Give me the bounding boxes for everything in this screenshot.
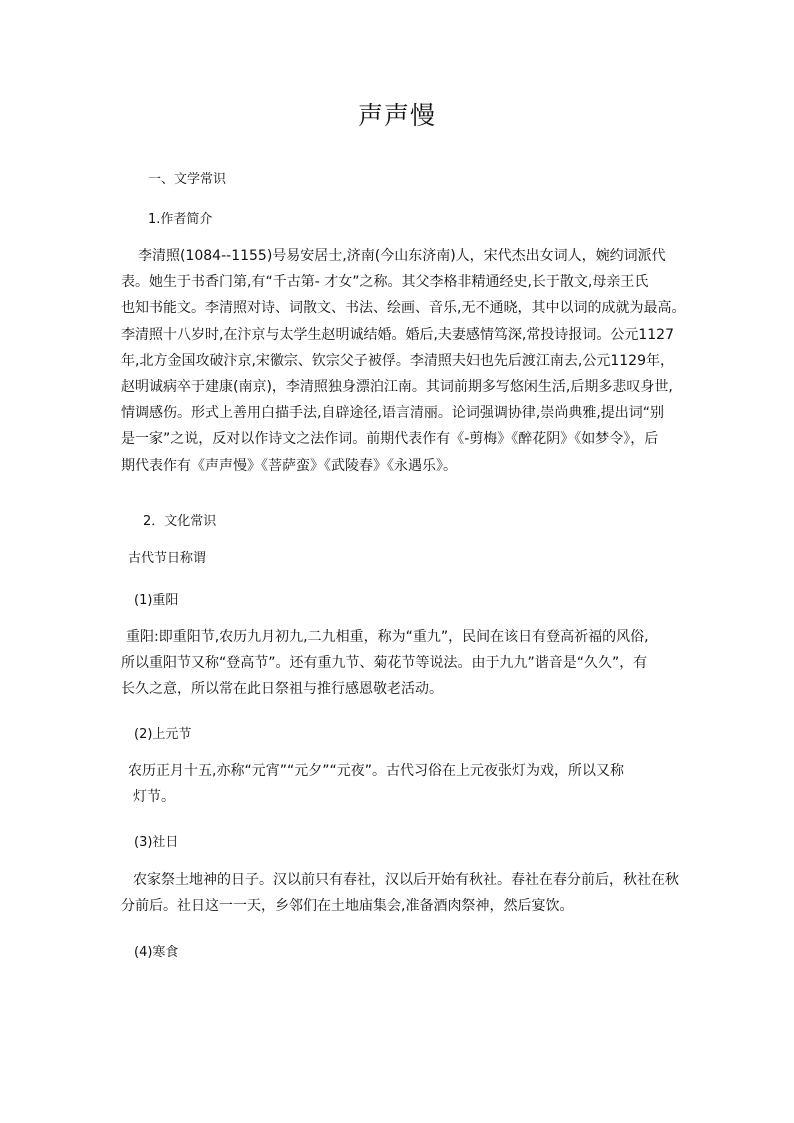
paragraph-line: 期代表作有《声声慢》《菩萨蛮》《武陵春》《永遇乐》。 (121, 457, 457, 474)
paragraph-line: 是一家”之说，反对以作诗文之法作词。前期代表作有《-剪梅》《醉花阴》《如梦令》，后 (121, 431, 659, 448)
paragraph-line: 表。她生于书香门第,有“千古第- 才女”之称。其父李格非精通经史,长于散文,母亲王氏 (121, 274, 649, 291)
item-heading-shangyuan: (2)上元节 (134, 727, 192, 742)
paragraph-line: 农家祭土地神的日子。汉以前只有春社，汉以后开始有秋社。春社在春分前后，秋社在秋 (133, 872, 679, 888)
paragraph-line: 也知书能文。李清照对诗、词散文、书法、绘画、音乐,无不通晓，其中以词的成就为最高。 (121, 300, 686, 317)
festival-names-intro: 古代节日称谓 (128, 551, 207, 566)
document-title: 声声慢 (357, 101, 436, 130)
paragraph-line: 李清照十八岁时,在汴京与太学生赵明诚结婚。婚后,夫妻感情笃深,常投诗报词。公元1127 (121, 326, 674, 343)
item-heading-chongyang: (1)重阳 (134, 593, 179, 608)
section-heading-literary-knowledge: 一、文学常识 (148, 172, 227, 187)
paragraph-line: 重阳:即重阳节,农历九月初九,二九相重，称为“重九”，民间在该日有登高祈福的风俗, (126, 629, 649, 645)
subsection-heading-author-intro: 1.作者简介 (148, 212, 213, 227)
paragraph-line: 农历正月十五,亦称“元宵”“元夕”“元夜”。古代习俗在上元夜张灯为戏，所以又称 (128, 763, 624, 779)
paragraph-line: 长久之意，所以常在此日祭祖与推行感恩敬老活动。 (121, 681, 443, 698)
paragraph-line: 赵明诚病卒于建康(南京)，李清照独身漂泊江南。其词前期多写悠闲生活,后期多悲叹身世, (121, 379, 673, 396)
item-heading-hanshi: (4)寒食 (134, 945, 179, 960)
paragraph-line: 李清照(1084--1155)号易安居士,济南(今山东济南)人，宋代杰出女词人，婉约词派代 (138, 248, 666, 264)
item-heading-sheri: (3)社日 (134, 835, 179, 850)
sheri-paragraph (121, 867, 679, 919)
chongyang-paragraph (121, 624, 649, 703)
paragraph-line: 情调感伤。形式上善用白描手法,自辟途径,语言清丽。论词强调协律,崇尚典雅,提出词“别 (121, 405, 665, 422)
paragraph-line: 分前后。社日这一一天，乡邻们在土地庙集会,准备酒肉祭神，然后宴饮。 (121, 898, 574, 915)
paragraph-line: 年,北方金国攻破汴京,宋徽宗、钦宗父子被俘。李清照夫妇也先后渡江南去,公元1129年， (121, 352, 674, 369)
paragraph-line: 所以重阳节又称“登高节”。还有重九节、菊花节等说法。由于九九”谐音是“久久”，有 (121, 655, 648, 672)
author-intro-paragraph (121, 243, 685, 479)
shangyuan-paragraph (128, 758, 624, 810)
subsection-heading-cultural-knowledge: 2．文化常识 (143, 514, 217, 529)
paragraph-line: 灯节。 (133, 789, 175, 806)
